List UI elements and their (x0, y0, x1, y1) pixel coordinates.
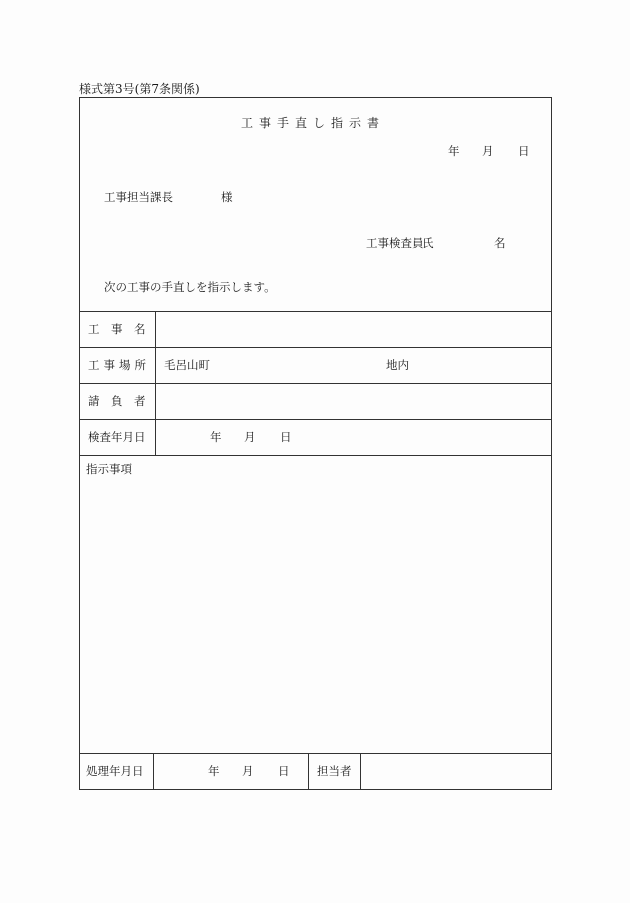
row-divider (80, 455, 551, 456)
project-name-label: 工 事 名 (88, 322, 146, 336)
processed-month: 月 (242, 764, 254, 778)
issue-day: 日 (518, 144, 530, 158)
processed-date-label: 処理年月日 (86, 764, 144, 778)
person-in-charge-label: 担当者 (317, 764, 352, 778)
inspector-shi: 氏 (422, 236, 434, 250)
row-divider (80, 419, 551, 420)
instructions-area[interactable] (84, 482, 546, 750)
inspector-mei: 名 (494, 236, 506, 250)
inspection-year: 年 (210, 430, 222, 444)
footer-divider (80, 753, 551, 754)
addressee-honorific: 様 (221, 190, 233, 204)
location-suffix: 地内 (386, 358, 409, 372)
form-number-label: 様式第3号(第7条関係) (79, 82, 200, 96)
project-name-field[interactable] (160, 317, 548, 343)
instruction-text: 次の工事の手直しを指示します。 (104, 280, 276, 294)
column-divider (155, 311, 156, 455)
contractor-field[interactable] (160, 389, 548, 415)
issue-month: 月 (482, 144, 494, 158)
form-frame (79, 97, 552, 790)
column-divider (153, 753, 154, 789)
issue-year: 年 (448, 144, 460, 158)
person-in-charge-field[interactable] (364, 757, 548, 785)
inspection-month: 月 (244, 430, 256, 444)
column-divider (360, 753, 361, 789)
inspection-date-label: 検査年月日 (88, 430, 146, 444)
column-divider (308, 753, 309, 789)
addressee-name: 工事担当課長 (104, 190, 173, 204)
row-divider (80, 311, 551, 312)
inspector-label: 工事検査員 (366, 236, 424, 250)
form-title: 工事手直し指示書 (241, 116, 386, 130)
row-divider (80, 347, 551, 348)
location-town: 毛呂山町 (164, 358, 210, 372)
location-label: 工事場所 (88, 358, 150, 372)
inspection-day: 日 (280, 430, 292, 444)
contractor-label: 請 負 者 (88, 394, 146, 408)
row-divider (80, 383, 551, 384)
processed-year: 年 (208, 764, 220, 778)
instructions-label: 指示事項 (86, 462, 132, 476)
processed-day: 日 (278, 764, 290, 778)
